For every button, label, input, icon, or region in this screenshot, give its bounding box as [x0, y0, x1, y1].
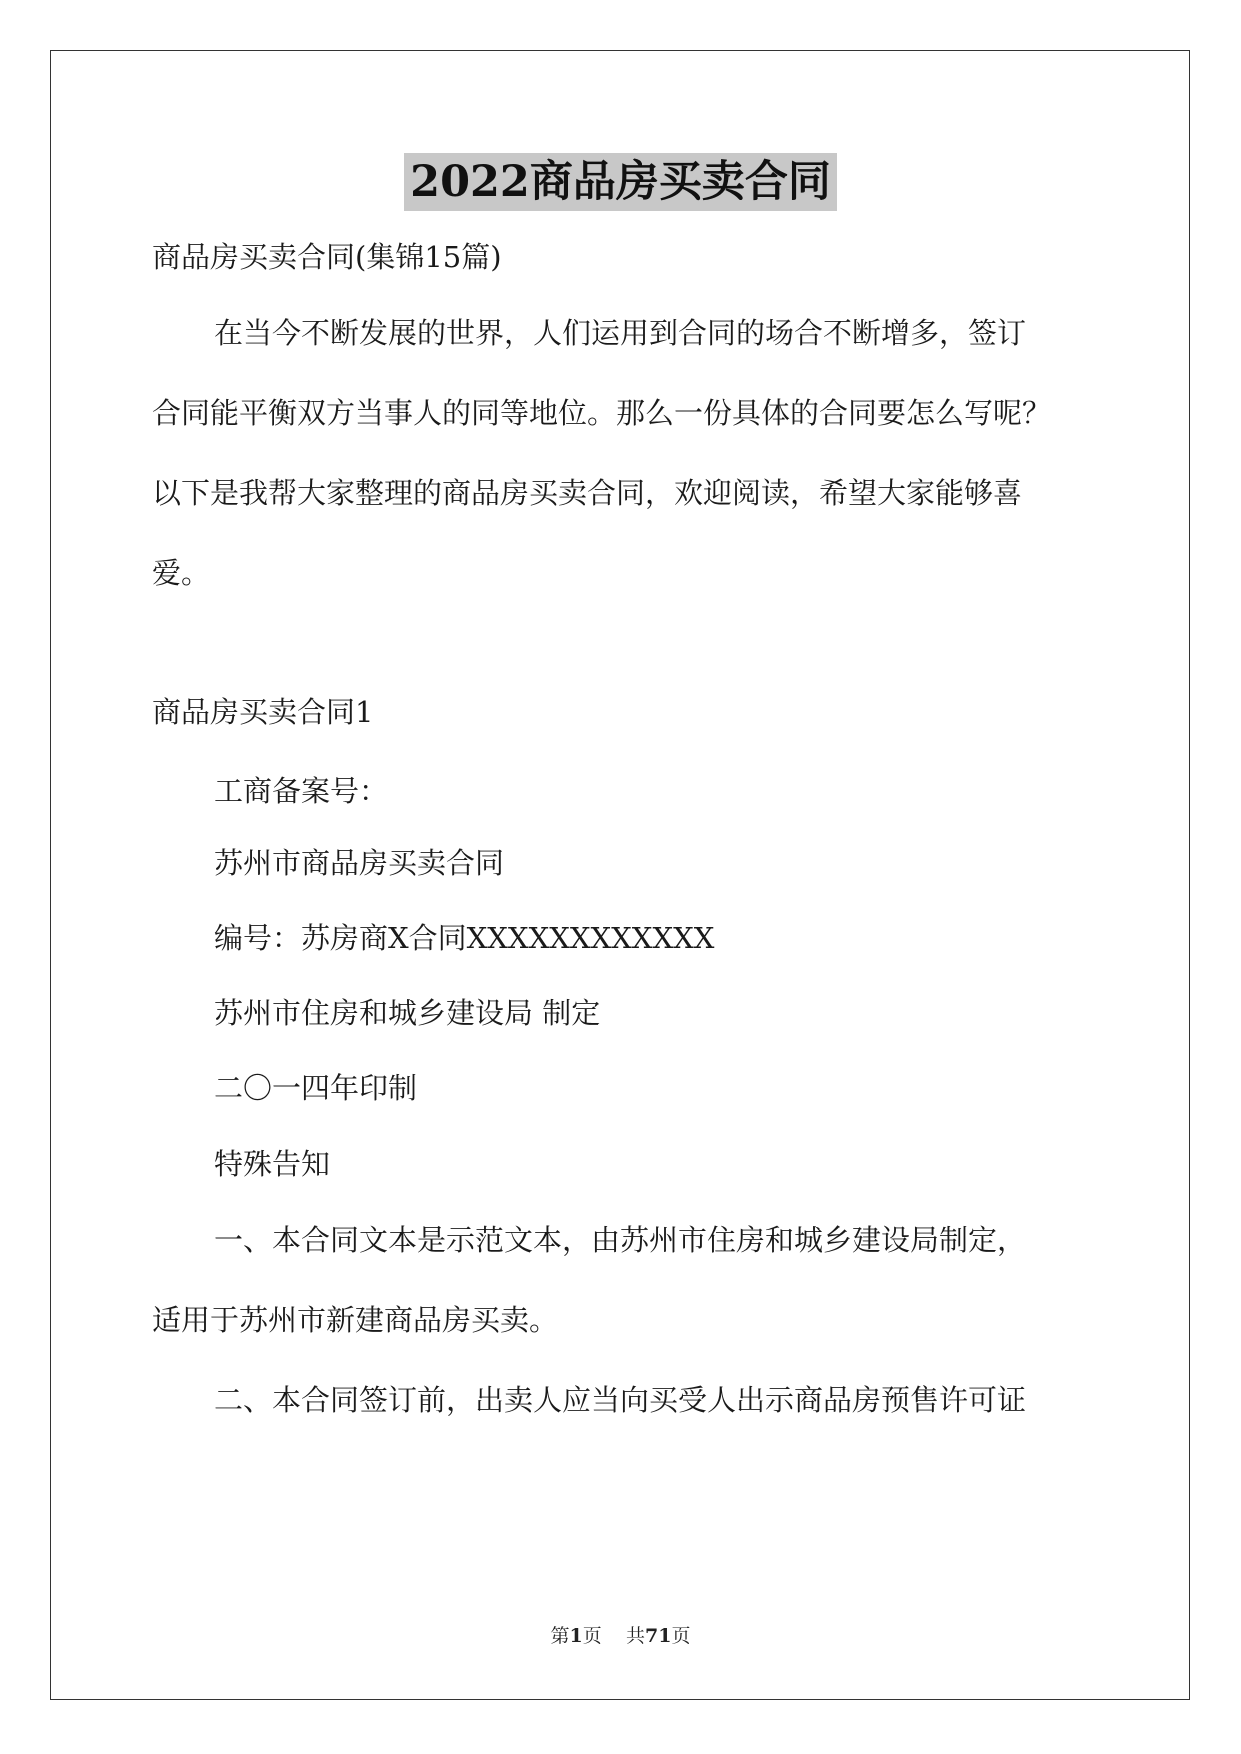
- footer-page-suffix: 页: [582, 1625, 602, 1647]
- section-heading: 商品房买卖合同1: [152, 695, 374, 729]
- footer-page-number: 1: [569, 1625, 583, 1647]
- paragraph-line: 二、本合同签订前，出卖人应当向买受人出示商品房预售许可证: [214, 1383, 1027, 1417]
- paragraph-line: 苏州市住房和城乡建设局 制定: [214, 996, 601, 1030]
- paragraph-line: 适用于苏州市新建商品房买卖。: [152, 1303, 559, 1337]
- footer-total-prefix: 共: [625, 1625, 645, 1647]
- paragraph-line: 工商备案号：: [214, 774, 389, 808]
- paragraph-line: 二〇一四年印制: [214, 1071, 418, 1105]
- paragraph-line: 爱。: [152, 556, 211, 590]
- paragraph-line: 特殊告知: [214, 1147, 331, 1181]
- paragraph-line: 一、本合同文本是示范文本，由苏州市住房和城乡建设局制定，: [214, 1223, 1027, 1257]
- paragraph-line: 编号：苏房商X合同XXXXXXXXXXXX: [214, 921, 715, 955]
- footer-total-suffix: 页: [671, 1625, 691, 1647]
- paragraph-line: 在当今不断发展的世界，人们运用到合同的场合不断增多，签订: [214, 316, 1027, 350]
- paragraph-line: 苏州市商品房买卖合同: [214, 846, 505, 880]
- paragraph-line: 以下是我帮大家整理的商品房买卖合同，欢迎阅读，希望大家能够喜: [152, 476, 1023, 510]
- document-subtitle: 商品房买卖合同(集锦15篇): [152, 240, 502, 274]
- footer-total-pages: 71: [644, 1625, 672, 1647]
- document-title: 2022商品房买卖合同: [404, 153, 837, 211]
- page-footer: [0, 1621, 1241, 1648]
- footer-page-prefix: 第: [550, 1625, 570, 1647]
- paragraph-line: 合同能平衡双方当事人的同等地位。那么一份具体的合同要怎么写呢？: [152, 396, 1052, 430]
- title-container: [0, 153, 1241, 211]
